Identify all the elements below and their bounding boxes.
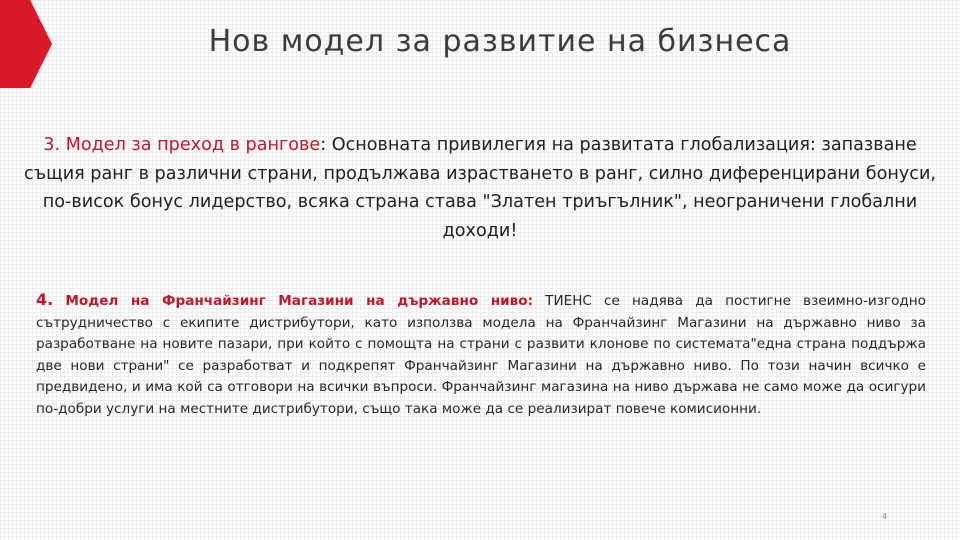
slide-title: Нов модел за развитие на бизнеса <box>208 24 792 59</box>
item-4-heading: Модел на Франчайзинг Магазини на държавно ниво: <box>65 293 534 309</box>
item-4-text: ТИЕНС се надява да постигне взеимно-изгодно сътрудничество с екипите дистрибутори, като използва модела на Франчайзинг Магазини на държавно ниво за разработване на новите пазари, при който с помощта на страни с развити клонове по системата"една страна поддържа две нови страни" се разработват и подкрепят Франчайзинг Магазини на държавно ниво. По този начин всичко е предвидено, и има кой са отговори на всички въпроси. Франчайзинг магазина на ниво държава не само може да осигури по-добри услуги на местните дистрибутори, също така може да се реализират повече комисионни. <box>36 293 926 417</box>
page-number: 4 <box>882 512 888 521</box>
item-3-heading: Модел за преход в рангове <box>65 135 321 155</box>
item-3-number: 3. <box>43 135 61 155</box>
item-4-paragraph <box>36 289 926 421</box>
item-3-text: : Основната привилегия на развитата глобализация: запазване същия ранг в различни страни, продължава израстването в ранг, силно диференцирани бонуси, по-висок бонус лидерство, всяка страна става "Златен триъгълник", неограничени глобални доходи! <box>24 135 936 241</box>
item-3-paragraph <box>22 131 938 245</box>
item-4-number: 4. <box>36 290 54 309</box>
